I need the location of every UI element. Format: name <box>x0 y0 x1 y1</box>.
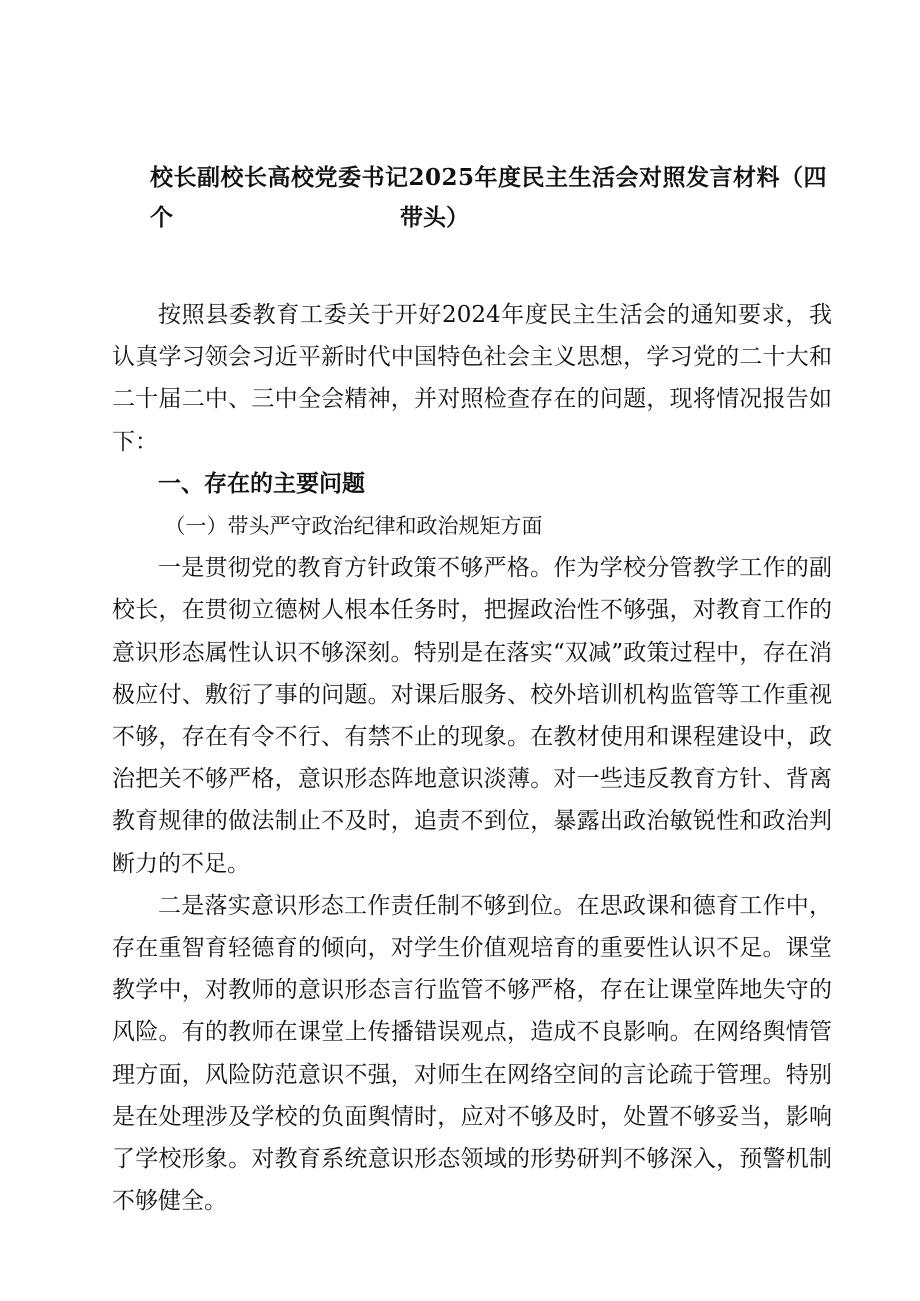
document-title-continuation: 带头） <box>400 204 469 231</box>
document-body <box>112 294 832 1222</box>
document-title: 校长副校长高校党委书记2025年度民主生活会对照发言材料（四个 <box>150 164 828 231</box>
intro-paragraph: 按照县委教育工委关于开好2024年度民主生活会的通知要求，我认真学习领会习近平新时代中国特色社会主义思想，学习党的二十大和二十届二中、三中全会精神，并对照检查存在的问题，现将情况报告如下： <box>112 302 832 455</box>
body-paragraph: 二是落实意识形态工作责任制不够到位。在思政课和德育工作中，存在重智育轻德育的倾向，对学生价值观培育的重要性认识不足。课堂教学中，对教师的意识形态言行监管不够严格，存在让课堂阵地失守的风险。有的教师在课堂上传播错误观点，造成不良影响。在网络舆情管理方面，风险防范意识不强，对师生在网络空间的言论疏于管理。特别是在处理涉及学校的负面舆情时，应对不够及时，处置不够妥当，影响了学校形象。对教育系统意识形态领域的形势研判不够深入，预警机制不够健全。 <box>112 892 832 1215</box>
section-heading: 一、存在的主要问题 <box>158 469 365 497</box>
subsection-heading: （一）带头严守政治纪律和政治规矩方面 <box>164 514 543 539</box>
body-paragraph: 一是贯彻党的教育方针政策不够严格。作为学校分管教学工作的副校长，在贯彻立德树人根本任务时，把握政治性不够强，对教育工作的意识形态属性认识不够深刻。特别是在落实“双减”政策过程中，存在消极应付、敷衍了事的问题。对课后服务、校外培训机构监管等工作重视不够，存在有令不行、有禁不止的现象。在教材使用和课程建设中，政治把关不够严格，意识形态阵地意识淡薄。对一些违反教育方针、背离教育规律的做法制止不及时，追责不到位，暴露出政治敏锐性和政治判断力的不足。 <box>112 555 832 877</box>
